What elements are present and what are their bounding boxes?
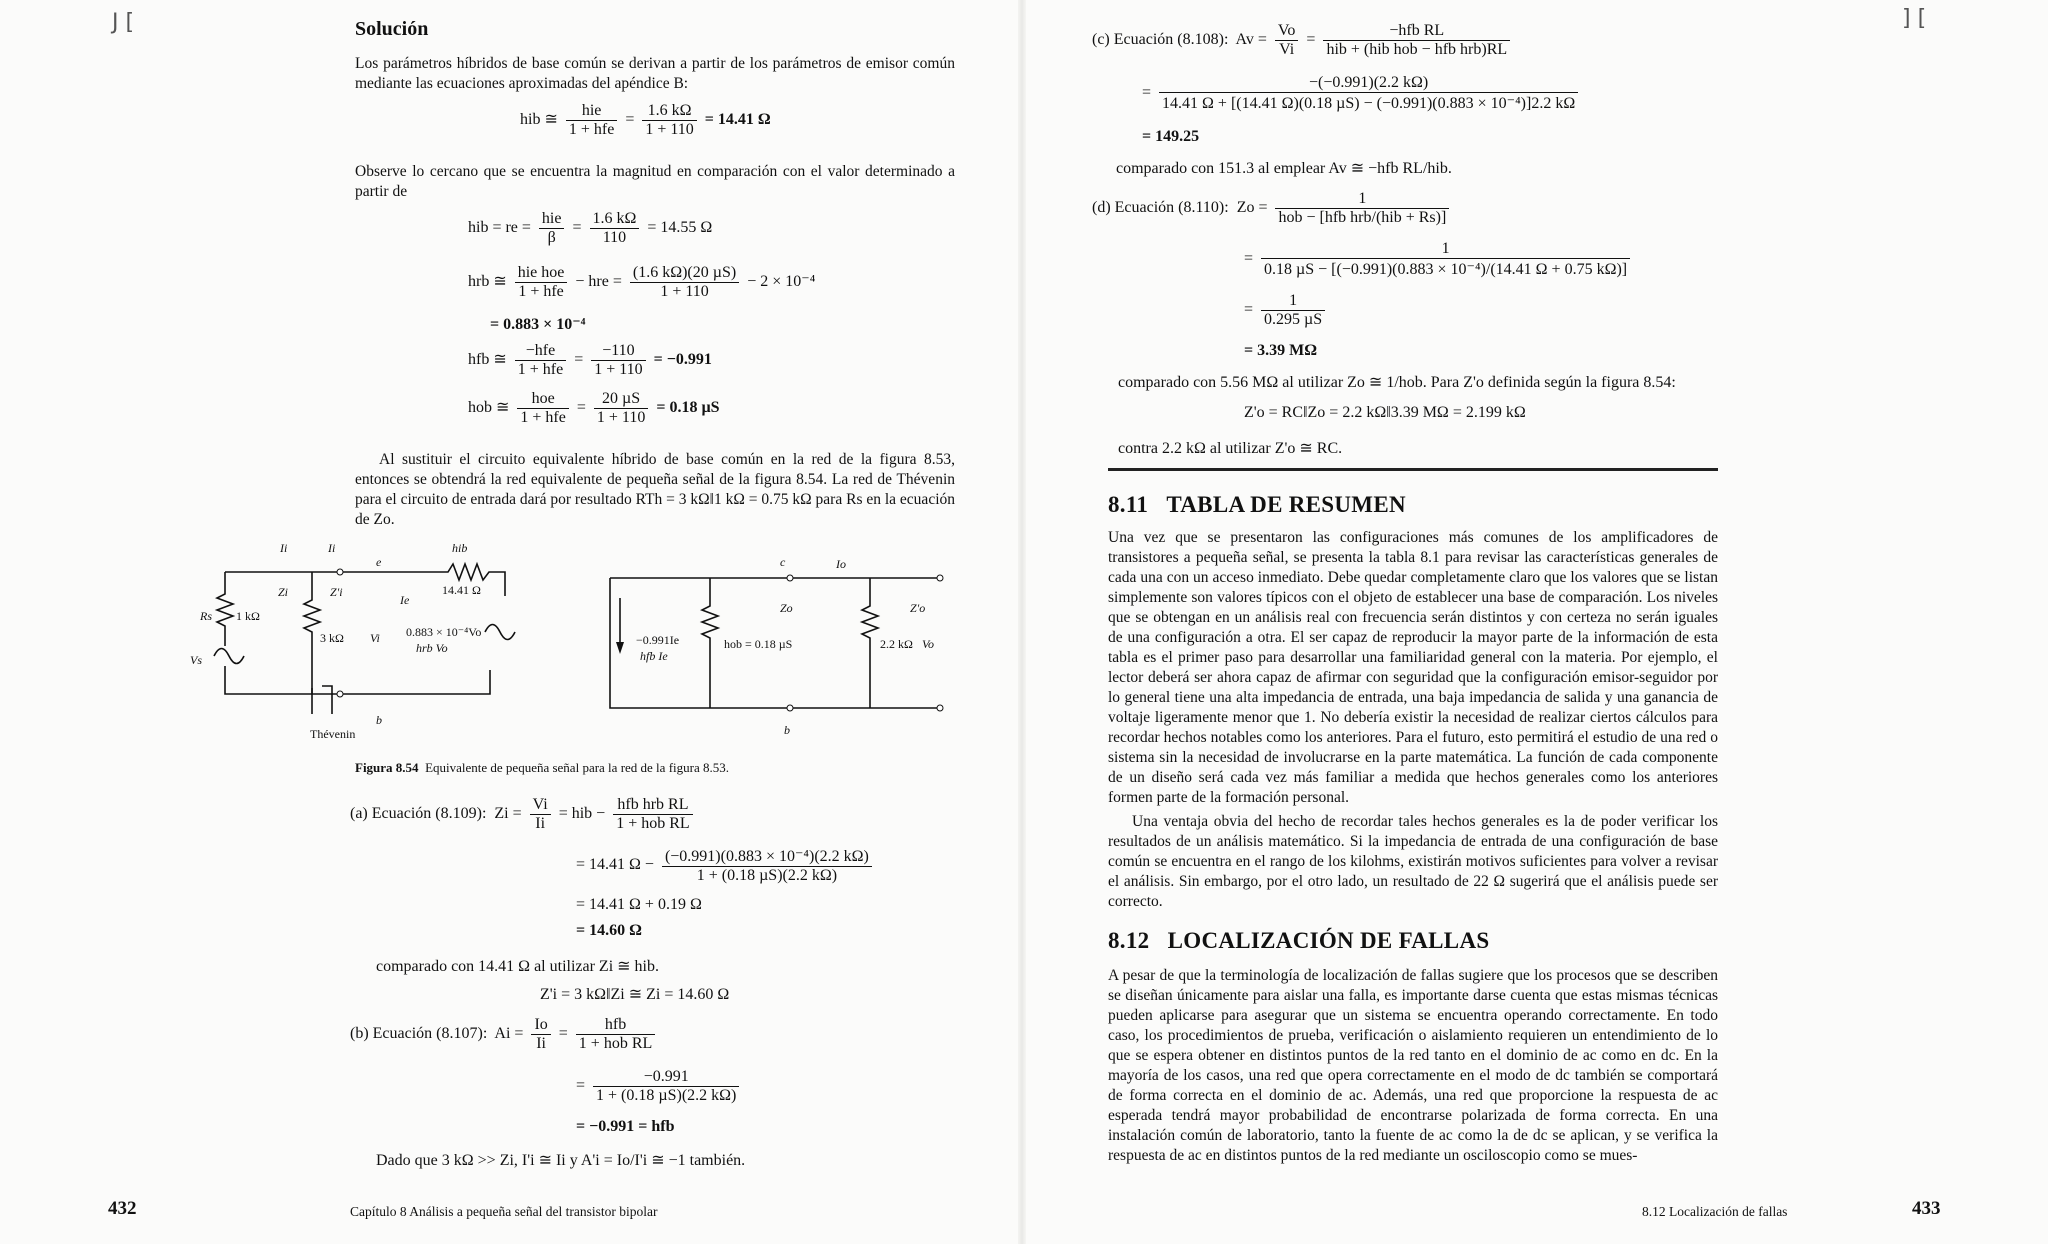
left-page — [0, 0, 1022, 1244]
part-a-line1: (a) Ecuación (8.109): Zi = $\frac{Vi}{Ii}$ = hib − $\frac{\text{hfb hrb RL}}{\text{1 + hob RL}}$ — [350, 796, 697, 833]
svg-text:hrb Vo: hrb Vo — [416, 641, 448, 655]
equation-hrb: hrb ≅ $\frac{\text{hie hoe}}{\text{1 + hfe}}$ − hre = $\frac{\text{(1.6 kΩ)(20 µS)}}{1 + 110}$ − 2 × 10⁻⁴ — [468, 264, 816, 300]
svg-text:Z'i: Z'i — [330, 585, 343, 599]
svg-text:Ii: Ii — [328, 541, 336, 555]
part-b-line3: = −0.991 = hfb — [576, 1118, 675, 1135]
svg-text:Vs: Vs — [190, 653, 202, 667]
footer-left: Capítulo 8 Análisis a pequeña señal del transistor bipolar — [350, 1204, 658, 1219]
part-c-line1: (c) Ecuación (8.108): Av = $\frac{Vo}{Vi}$ = $\frac{\text{−hfb RL}}{\text{hib + (hib hob − hfb hrb)RL}}$ — [1092, 22, 1514, 59]
hob-resistor — [702, 578, 718, 708]
part-d-line1: (d) Ecuación (8.110): Zo = $\frac{1}{\text{hob − [hfb hrb/(hib + Rs)]}}$ — [1092, 190, 1453, 227]
part-c-compare: comparado con 151.3 al emplear Av ≅ −hfb RL/hib. — [1116, 160, 1452, 177]
section-8-11-heading: 8.11 TABLA DE RESUMEN — [1108, 492, 1406, 517]
part-b-given: Dado que 3 kΩ >> Zi, I'i ≅ Ii y A'i = Io/I'i ≅ −1 también. — [376, 1152, 746, 1169]
svg-text:b: b — [784, 723, 790, 737]
section-8-12-p1: A pesar de que la terminología de localización de fallas sugiere que los procesos que se describen se diseñan únicamente para aislar una falla, es importante darse cuenta que estas mismas técnicas pueden aplicarse para asegurar que un sistema se encuentra operando correctamente. En todo caso, los procedimientos de prueba, verificación o aislamiento requieren un entendimiento de lo que se espera obtener en distintos puntos de la red tanto en el dominio de ac como en dc. En la mayoría de los casos, una red que opera correctamente en el modo de dc también se comportará de forma correcta en el dominio de ac. Además, una red que proporcione la respuesta de ac esperada tendrá mayor probabilidad de encontrarse polarizada de forma correcta. En una instalación común de laboratorio, tanto la fuente de ac como la de dc se aplican, y se verifica la respuesta de ac en distintos puntos de la red mediante un osciloscopio como se mues- — [1108, 967, 1718, 1164]
part-d-line4: = 3.39 MΩ — [1244, 342, 1318, 359]
part-d-line3: = $\frac{1}{\text{0.295 µS}}$ — [1244, 292, 1329, 329]
svg-text:c: c — [780, 555, 786, 569]
section-8-12-heading: 8.12 LOCALIZACIÓN DE FALLAS — [1108, 928, 1490, 953]
part-b-line2: = $\frac{-0.991}{\text{1 + (0.18 µS)(2.2 kΩ)}}$ — [576, 1068, 743, 1105]
section-rule — [1108, 468, 1718, 471]
vrb-source — [485, 625, 515, 640]
part-b-line1: (b) Ecuación (8.107): Ai = $\frac{Io}{Ii}$ = $\frac{\text{hfb}}{\text{1 + hob RL}}$ — [350, 1016, 659, 1053]
equation-re: hib = re = $\frac{\text{hie}}{\beta}$ = $\frac{1.6 k\Omega}{110}$ = 14.55 Ω — [468, 210, 713, 246]
solution-heading: Solución — [355, 18, 429, 40]
substitute-paragraph: Al sustituir el circuito equivalente híbrido de base común en la red de la figura 8.53, entonces se obtendrá la red equivalente de pequeña señal de la figura 8.54. La red de Thévenin para el circuito de entrada dará por resultado RTh = 3 kΩ‖1 kΩ = 0.75 kΩ para Rs en la ecuación de Zo. — [355, 451, 955, 528]
part-d-compare: comparado con 5.56 MΩ al utilizar Zo ≅ 1/hob. Para Z'o definida según la figura 8.54: — [1118, 374, 1676, 391]
input-bottom-wire — [225, 666, 490, 694]
equation-hrb-result: = 0.883 × 10⁻⁴ — [490, 316, 586, 333]
label-hib-value: 14.41 Ω — [442, 583, 481, 597]
intro-paragraph: Los parámetros híbridos de base común se derivan a partir de los parámetros de emisor común mediante las ecuaciones aproximadas del apéndice B: — [355, 55, 955, 92]
corner-mark-right: ] [ — [1902, 6, 1927, 31]
svg-text:Vo: Vo — [922, 637, 934, 651]
equation-hob: hob ≅ $\frac{\text{hoe}}{\text{1 + hfe}}$ = $\frac{\text{20 µS}}{1 + 110}$ = 0.18 µS — [468, 390, 720, 426]
label-ii: Ii — [280, 541, 288, 555]
page-number-right: 433 — [1912, 1198, 1941, 1219]
svg-text:Ie: Ie — [400, 593, 410, 607]
part-d-zo-prime: Z'o = RC‖Zo = 2.2 kΩ‖3.39 MΩ = 2.199 kΩ — [1244, 404, 1526, 421]
svg-text:hib: hib — [452, 541, 468, 555]
r3k-resistor — [304, 572, 320, 694]
svg-text:Thévenin: Thévenin — [310, 727, 356, 741]
part-c-line2: = −(−0.991)(2.2 kΩ) 14.41 Ω + [(14.41 Ω)(0.18 µS) − (−0.991)(0.883 × 10⁻⁴)]2.2 kΩ — [1142, 74, 1582, 113]
part-a-zi-prime: Z'i = 3 kΩ‖Zi ≅ Zi = 14.60 Ω — [540, 986, 730, 1003]
part-a-line4: = 14.60 Ω — [576, 922, 642, 939]
svg-text:hob = 0.18 µS: hob = 0.18 µS — [724, 637, 793, 651]
right-page — [1022, 0, 2048, 1244]
part-c-line3: = 149.25 — [1142, 128, 1200, 145]
part-a-line2: = 14.41 Ω − $\frac{\text{(−0.991)(0.883 × 10⁻⁴)(2.2 kΩ)}}{\text{1 + (0.18 µS)(2.2 kΩ)}}$ — [576, 846, 876, 885]
observe-paragraph: Observe lo cercano que se encuentra la magnitud en comparación con el valor determinado a partir de — [355, 163, 955, 200]
footer-right: 8.12 Localización de fallas — [1642, 1204, 1788, 1219]
part-a-line3: = 14.41 Ω + 0.19 Ω — [576, 896, 702, 913]
svg-text:b: b — [376, 713, 382, 727]
svg-text:e: e — [376, 555, 382, 569]
part-a-compare: comparado con 14.41 Ω al utilizar Zi ≅ hib. — [376, 958, 659, 975]
svg-text:−0.991Ie: −0.991Ie — [636, 633, 680, 647]
svg-text:Vi: Vi — [370, 631, 380, 645]
svg-text:0.883 × 10⁻⁴Vo: 0.883 × 10⁻⁴Vo — [406, 625, 482, 639]
rl-resistor — [862, 578, 878, 708]
vs-source — [214, 649, 244, 664]
svg-text:hfb Ie: hfb Ie — [640, 649, 668, 663]
figure-8-54 — [180, 538, 970, 748]
rs-resistor — [217, 572, 233, 646]
svg-text:Io: Io — [836, 557, 846, 571]
svg-text:3 kΩ: 3 kΩ — [320, 631, 344, 645]
svg-text:Zi: Zi — [278, 585, 289, 599]
page-number-left: 432 — [108, 1198, 137, 1219]
label-rs-value: 1 kΩ — [236, 609, 260, 623]
part-d-line2: = $\frac{1}{\text{0.18 µS − [(−0.991)(0.883 × 10⁻⁴)/(14.41 Ω + 0.75 kΩ)]}}$ — [1244, 240, 1634, 279]
corner-mark-left: J [ — [112, 10, 135, 35]
svg-text:Zo: Zo — [780, 601, 793, 615]
svg-text:2.2 kΩ: 2.2 kΩ — [880, 637, 913, 651]
current-source-arrow — [616, 642, 624, 654]
equation-hib: hib ≅ $\frac{\text{hie}}{\text{1 + hfe}}$ = $\frac{1.6 k\Omega}{1 + 110}$ = 14.41 Ω — [520, 102, 771, 138]
section-8-11-p1: Una vez que se presentaron las configuraciones más comunes de los amplificadores de transistores a pequeña señal, se presenta la tabla 8.1 para revisar las características generales de cada una con un acceso inmediato. Debe quedar completamente claro que los valores que se listan simplemente son valores típicos con el objeto de establecer una base de comparación. Los niveles que se obtengan en un análisis real con frecuencia serán distintos y con certeza no serán iguales de una configuración a otra. El ser capaz de reproducir la mayor parte de la información de esta tabla es el primer paso para desarrollar una familiaridad general con la materia. Por ejemplo, el lector deberá ser ahora capaz de afirmar con seguridad que la configuración emisor-seguidor por lo general tiene una alta impedancia de entrada, una baja impedancia de salida y una ganancia de voltaje ligeramente menor que 1. No debería existir la necesidad de realizar ciertos cálculos para recordar hechos notables como los anteriores. Para el futuro, esto permitirá el estudio de una red o sistema sin la necesidad de involucrarse en la parte matemática. La función de cada componente de un diseño será cada vez más familiar a medida que hechos generales como los anteriores formen parte de la formación personal. — [1108, 529, 1718, 806]
equation-hfb: hfb ≅ $\frac{\text{−hfe}}{\text{1 + hfe}}$ = $\frac{-110}{1 + 110}$ = −0.991 — [468, 342, 712, 378]
section-8-11-p2: Una ventaja obvia del hecho de recordar tales hechos generales es la de poder verificar los resultados de un análisis matemático. Si la impedancia de entrada de una configuración de base común se encuentra en el rango de los kilohms, existirán motivos suficientes para volver a revisar el análisis. Sin embargo, por el otro lado, un resultado de 22 Ω sugerirá que el análisis puede ser correcto. — [1108, 813, 1718, 910]
part-d-contra: contra 2.2 kΩ al utilizar Z'o ≅ RC. — [1118, 440, 1343, 457]
svg-text:Rs: Rs — [200, 609, 212, 623]
svg-text:Z'o: Z'o — [910, 601, 926, 615]
figure-caption: Figura 8.54 Equivalente de pequeña señal para la red de la figura 8.53. — [355, 760, 729, 775]
